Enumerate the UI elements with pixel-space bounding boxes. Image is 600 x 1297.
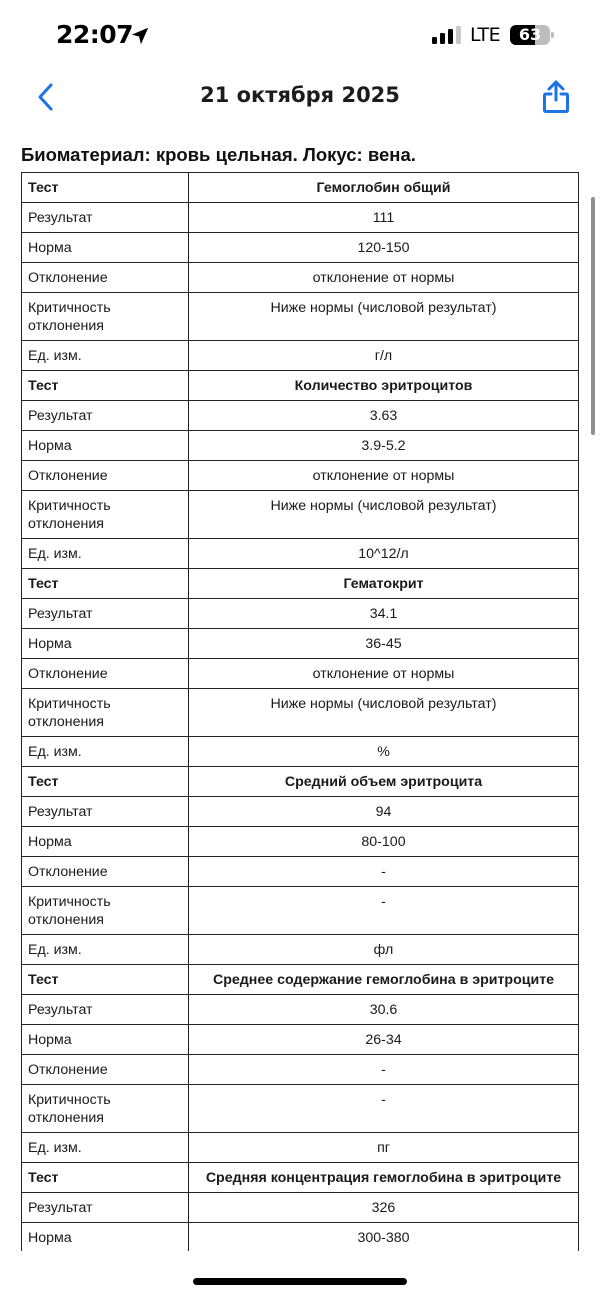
biomaterial-heading: Биоматериал: кровь цельная. Локус: вена. — [21, 144, 416, 165]
criticality-row — [22, 689, 579, 737]
result-value: 111 — [189, 203, 579, 233]
norm-row — [22, 431, 579, 461]
battery-percent: 63 — [518, 25, 542, 44]
test-name: Количество эритроцитов — [189, 371, 579, 401]
test-label: Тест — [22, 1163, 189, 1193]
result-row — [22, 1193, 579, 1223]
norm-row — [22, 1025, 579, 1055]
location-arrow-icon — [129, 25, 151, 47]
norm-label: Норма — [22, 827, 189, 857]
unit-row — [22, 935, 579, 965]
test-name: Гемоглобин общий — [189, 173, 579, 203]
unit-value: фл — [189, 935, 579, 965]
unit-value: пг — [189, 1133, 579, 1163]
unit-row — [22, 539, 579, 569]
norm-label: Норма — [22, 1223, 189, 1252]
cellular-signal-icon — [432, 26, 464, 44]
deviation-label: Отклонение — [22, 263, 189, 293]
norm-value: 3.9-5.2 — [189, 431, 579, 461]
norm-value: 300-380 — [189, 1223, 579, 1252]
unit-row — [22, 341, 579, 371]
result-label: Результат — [22, 599, 189, 629]
criticality-row — [22, 887, 579, 935]
norm-row — [22, 1223, 579, 1252]
result-label: Результат — [22, 1193, 189, 1223]
page-title: 21 октября 2025 — [200, 83, 400, 107]
norm-value: 120-150 — [189, 233, 579, 263]
unit-value: % — [189, 737, 579, 767]
status-bar — [0, 0, 600, 70]
test-name: Гематокрит — [189, 569, 579, 599]
deviation-row — [22, 263, 579, 293]
unit-row — [22, 737, 579, 767]
deviation-row — [22, 1055, 579, 1085]
result-row — [22, 797, 579, 827]
test-header-row — [22, 173, 579, 203]
unit-label: Ед. изм. — [22, 341, 189, 371]
result-value: 326 — [189, 1193, 579, 1223]
result-label: Результат — [22, 203, 189, 233]
deviation-label: Отклонение — [22, 659, 189, 689]
share-button[interactable] — [538, 78, 574, 116]
result-row — [22, 995, 579, 1025]
norm-value: 80-100 — [189, 827, 579, 857]
result-row — [22, 203, 579, 233]
result-row — [22, 401, 579, 431]
vertical-scrollbar[interactable] — [591, 197, 595, 435]
norm-label: Норма — [22, 1025, 189, 1055]
test-name: Средняя концентрация гемоглобина в эритроците — [189, 1163, 579, 1193]
result-label: Результат — [22, 401, 189, 431]
deviation-label: Отклонение — [22, 461, 189, 491]
battery-icon — [510, 25, 554, 45]
criticality-label: Критичность отклонения — [22, 689, 189, 737]
criticality-row — [22, 1085, 579, 1133]
result-value: 34.1 — [189, 599, 579, 629]
status-time: 22:07 — [56, 20, 134, 49]
unit-label: Ед. изм. — [22, 1133, 189, 1163]
result-row — [22, 599, 579, 629]
network-type: LTE — [470, 24, 501, 46]
criticality-value: - — [189, 887, 579, 935]
result-value: 30.6 — [189, 995, 579, 1025]
norm-row — [22, 629, 579, 659]
home-indicator[interactable] — [193, 1278, 407, 1285]
test-label: Тест — [22, 371, 189, 401]
criticality-value: Ниже нормы (числовой результат) — [189, 491, 579, 539]
criticality-label: Критичность отклонения — [22, 887, 189, 935]
test-header-row — [22, 965, 579, 995]
unit-label: Ед. изм. — [22, 935, 189, 965]
unit-label: Ед. изм. — [22, 737, 189, 767]
unit-value: 10^12/л — [189, 539, 579, 569]
share-icon — [542, 80, 570, 114]
deviation-value: - — [189, 1055, 579, 1085]
norm-label: Норма — [22, 629, 189, 659]
test-name: Среднее содержание гемоглобина в эритроците — [189, 965, 579, 995]
norm-row — [22, 827, 579, 857]
test-header-row — [22, 1163, 579, 1193]
document-view[interactable] — [0, 124, 600, 1251]
result-label: Результат — [22, 797, 189, 827]
norm-value: 26-34 — [189, 1025, 579, 1055]
deviation-value: отклонение от нормы — [189, 263, 579, 293]
criticality-value: Ниже нормы (числовой результат) — [189, 293, 579, 341]
unit-label: Ед. изм. — [22, 539, 189, 569]
deviation-value: отклонение от нормы — [189, 659, 579, 689]
deviation-row — [22, 857, 579, 887]
criticality-value: - — [189, 1085, 579, 1133]
unit-row — [22, 1133, 579, 1163]
criticality-label: Критичность отклонения — [22, 293, 189, 341]
criticality-label: Критичность отклонения — [22, 491, 189, 539]
deviation-label: Отклонение — [22, 1055, 189, 1085]
unit-value: г/л — [189, 341, 579, 371]
deviation-row — [22, 659, 579, 689]
test-header-row — [22, 767, 579, 797]
deviation-value: - — [189, 857, 579, 887]
lab-results-table — [21, 172, 579, 1251]
criticality-row — [22, 491, 579, 539]
deviation-row — [22, 461, 579, 491]
norm-value: 36-45 — [189, 629, 579, 659]
deviation-value: отклонение от нормы — [189, 461, 579, 491]
test-label: Тест — [22, 173, 189, 203]
criticality-label: Критичность отклонения — [22, 1085, 189, 1133]
navigation-bar — [0, 70, 600, 124]
test-name: Средний объем эритроцита — [189, 767, 579, 797]
test-label: Тест — [22, 569, 189, 599]
result-label: Результат — [22, 995, 189, 1025]
criticality-row — [22, 293, 579, 341]
test-label: Тест — [22, 965, 189, 995]
test-label: Тест — [22, 767, 189, 797]
result-value: 3.63 — [189, 401, 579, 431]
deviation-label: Отклонение — [22, 857, 189, 887]
test-header-row — [22, 569, 579, 599]
test-header-row — [22, 371, 579, 401]
norm-label: Норма — [22, 431, 189, 461]
result-value: 94 — [189, 797, 579, 827]
norm-label: Норма — [22, 233, 189, 263]
criticality-value: Ниже нормы (числовой результат) — [189, 689, 579, 737]
norm-row — [22, 233, 579, 263]
